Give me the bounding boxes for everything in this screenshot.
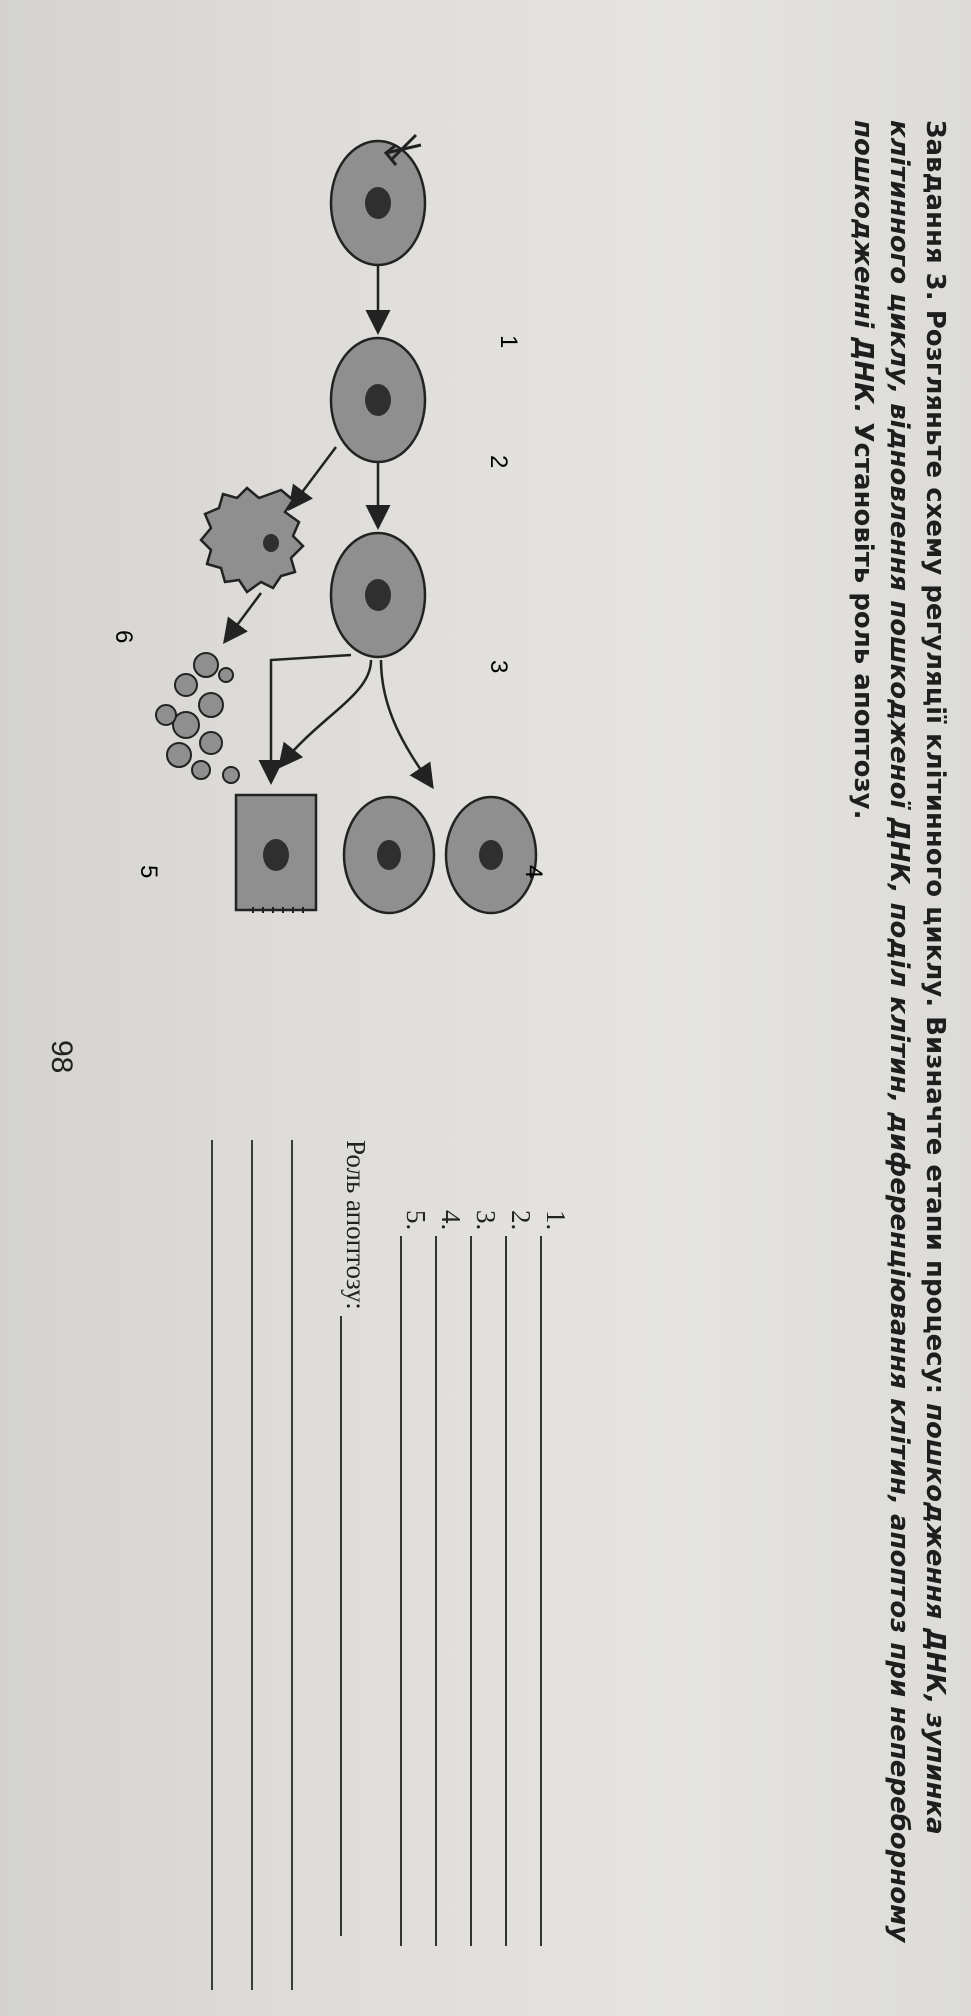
cell-4b [344,797,434,913]
task-text-stages: пошкодження ДНК, зупинка клітинного циклу, відновлення пошкодженої ДНК, поділ клітин, диференціювання клітин, апоптоз при непереборному пошкодженні ДНК. [848,120,950,1943]
cell-4a [446,797,536,913]
cell-2 [331,338,425,462]
arrow-2-apoptosis [291,447,336,507]
apoptosis-role [340,1140,371,1990]
answer-3 [470,1210,501,1990]
answer-4-field[interactable] [435,1236,463,1946]
answer-2-field[interactable] [505,1236,533,1946]
answer-3-field[interactable] [470,1236,498,1946]
answer-1 [540,1210,571,1990]
task-text-role: Установіть роль апоптозу. [848,413,878,820]
cell-5 [236,795,316,913]
answer-4 [435,1210,466,1990]
apoptosis-role-label: Роль апоптозу: [341,1140,371,1310]
diagram-label-1: 1 [495,335,522,349]
diagram-label-6: 6 [110,630,137,644]
extra-answer-line-2[interactable] [251,1140,253,1990]
answer-5 [400,1210,431,1990]
cell-3 [331,533,425,657]
task-label: Завдання 3. [920,120,950,301]
extra-answer-line-3[interactable] [211,1140,213,1990]
diagram-label-3: 3 [485,660,512,674]
diagram-label-4: 4 [520,865,547,879]
answer-4-label: 4. [436,1210,466,1231]
cell-cycle-diagram [0,115,971,1115]
answer-2-label: 2. [506,1210,536,1231]
apoptotic-bodies [156,653,239,783]
answer-5-label: 5. [401,1210,431,1231]
answer-1-field[interactable] [540,1236,568,1946]
apoptosis-role-field[interactable] [340,1316,368,1936]
apoptotic-cell [201,488,303,592]
answer-3-label: 3. [471,1210,501,1231]
arrow-to-fragments [226,593,261,640]
page-number: 98 [45,1040,78,1074]
diagram-label-2: 2 [485,455,512,469]
diagram-label-5: 5 [135,865,162,879]
answer-1-label: 1. [541,1210,571,1231]
arrow-3-4b [281,660,371,765]
task-text-intro: Розгляньте схему регуляції клітинного циклу. Визначте етапи процесу: [920,300,950,1404]
answer-2 [505,1210,536,1990]
cell-1 [331,135,425,265]
answer-5-field[interactable] [400,1236,428,1946]
extra-answer-line-1[interactable] [291,1140,293,1990]
arrow-3-4a [381,660,431,785]
